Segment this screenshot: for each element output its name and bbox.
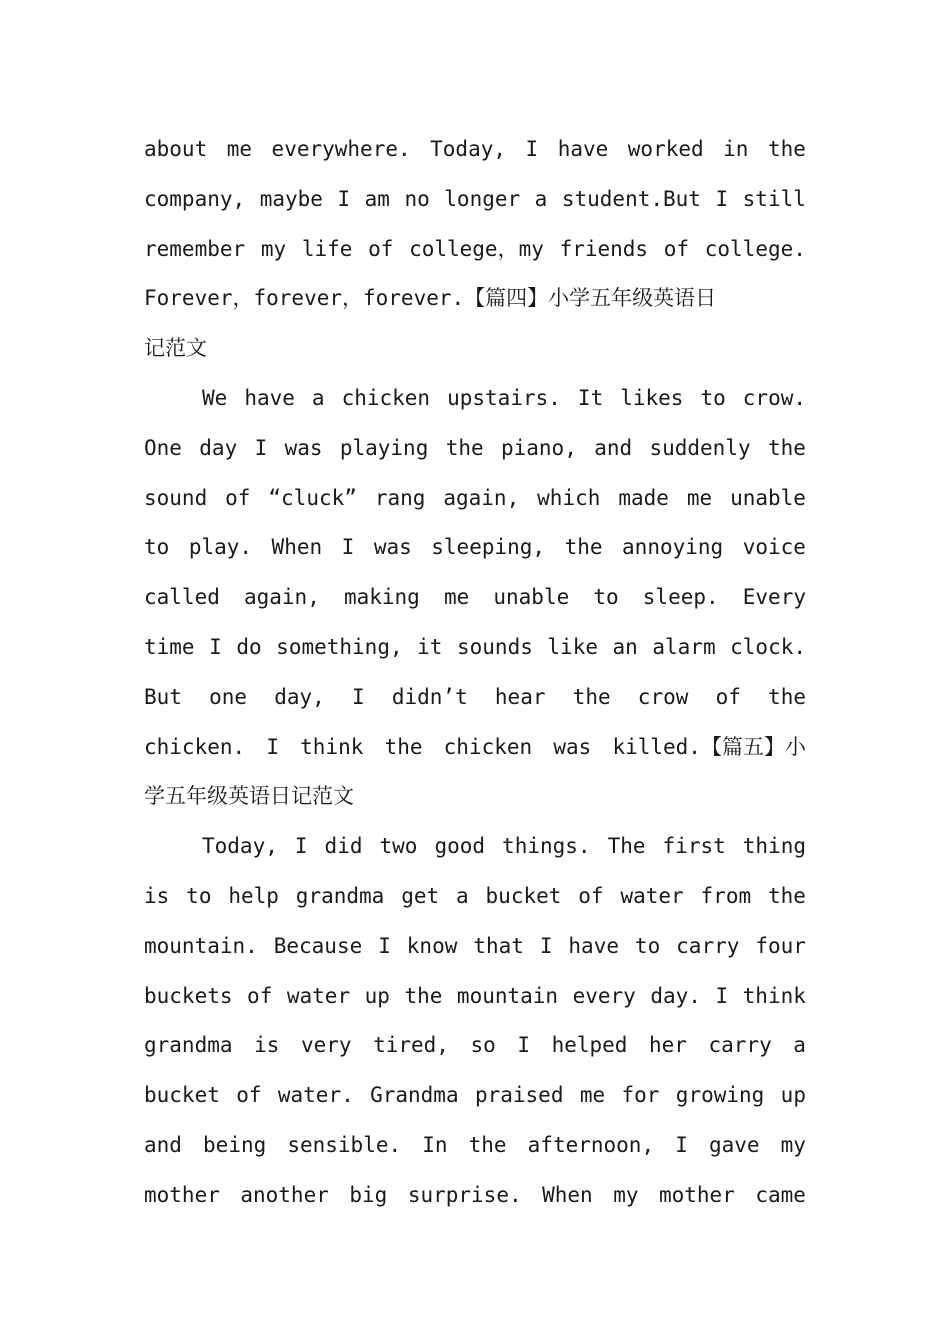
word: In	[422, 1132, 448, 1157]
word: gave	[708, 1132, 760, 1157]
word: the	[767, 137, 806, 161]
word: for	[621, 1083, 660, 1108]
word: which	[537, 485, 601, 510]
word: helped	[551, 1033, 628, 1058]
text-line	[144, 474, 806, 524]
text-line	[144, 972, 806, 1022]
word: rang	[374, 485, 426, 510]
text-line	[144, 922, 806, 972]
document-body	[144, 125, 806, 1221]
text-line	[144, 1171, 806, 1221]
word: Every	[742, 585, 806, 610]
word: good	[434, 834, 486, 859]
word: sleeping,	[431, 535, 546, 560]
word: water	[286, 983, 351, 1008]
word: day.	[650, 983, 701, 1008]
word: bucket	[485, 883, 562, 908]
text-line	[144, 623, 806, 673]
word: I	[517, 1033, 531, 1058]
text-line	[144, 1121, 806, 1171]
text-line	[144, 424, 806, 474]
word: me	[443, 585, 470, 610]
word: growing	[675, 1083, 765, 1108]
word: the	[564, 535, 603, 560]
word: that	[473, 933, 524, 958]
text-line	[144, 225, 806, 275]
word: again,	[443, 485, 520, 510]
word: didn’t	[391, 684, 468, 709]
word: play.	[188, 535, 253, 560]
word: four	[755, 933, 806, 958]
word: likes	[620, 385, 684, 410]
text-line	[144, 1071, 806, 1121]
word: making	[343, 585, 420, 610]
word: to	[593, 585, 619, 610]
word: think	[300, 734, 364, 759]
word: I	[337, 186, 351, 211]
word: mountain.	[144, 933, 258, 958]
word: a	[534, 186, 548, 211]
word: I	[294, 834, 308, 859]
word: day,	[274, 684, 325, 709]
word: life	[301, 236, 353, 261]
word: and	[594, 435, 633, 460]
word: crow.	[742, 385, 806, 410]
word: playing	[339, 435, 429, 460]
word: it	[417, 634, 443, 659]
word: have	[557, 137, 609, 161]
word: grandma	[295, 883, 385, 908]
word: hear	[494, 684, 546, 709]
word: first	[662, 834, 726, 859]
word: I	[378, 933, 391, 958]
word: big	[349, 1182, 388, 1207]
word: When	[542, 1182, 593, 1207]
word: an	[612, 634, 638, 659]
word: time	[144, 634, 195, 659]
word: about	[144, 137, 208, 161]
word: have	[244, 385, 295, 410]
word: was	[373, 535, 412, 560]
word: no	[404, 186, 430, 211]
word: unable	[493, 585, 570, 610]
word: me	[226, 137, 253, 161]
word: in	[723, 137, 749, 161]
word: me	[686, 485, 713, 510]
word: I	[266, 734, 279, 759]
word: am	[364, 186, 390, 211]
word: maybe	[259, 186, 323, 211]
paragraph-first-line	[144, 822, 806, 872]
paragraph-first-line	[144, 374, 806, 424]
word: get	[401, 883, 440, 908]
word: When	[271, 535, 323, 560]
word: of	[663, 236, 690, 261]
word: something,	[276, 634, 403, 659]
word: up	[364, 983, 390, 1008]
word: me	[579, 1083, 606, 1108]
word: company,	[144, 186, 246, 211]
word: up	[780, 1083, 806, 1108]
word: did	[324, 834, 363, 859]
text-line	[144, 523, 806, 573]
word: the	[404, 983, 443, 1008]
word: Forever，forever，forever.【篇四】小学五年级英语日	[144, 286, 717, 311]
word: Because	[273, 933, 363, 958]
word: mountain	[456, 983, 559, 1008]
word: mother	[658, 1182, 735, 1207]
word: piano,	[500, 435, 577, 460]
word: a	[456, 883, 469, 908]
word: thing	[742, 834, 806, 859]
text-line	[144, 723, 806, 773]
word: Grandma	[370, 1083, 459, 1108]
word: of	[368, 236, 394, 261]
text-line	[144, 673, 806, 723]
word: The	[607, 834, 646, 859]
word: do	[236, 634, 262, 659]
word: my	[613, 1182, 639, 1207]
word: chicken.	[144, 734, 246, 759]
word: praised	[474, 1083, 564, 1108]
word: clock.	[730, 634, 806, 659]
word: the	[768, 684, 806, 709]
word: still	[742, 186, 806, 211]
word: of	[715, 684, 741, 709]
word: college.	[704, 236, 806, 261]
text-line	[144, 1021, 806, 1071]
word: to	[700, 385, 726, 410]
word: the	[384, 734, 423, 759]
word: the	[468, 1132, 507, 1157]
word: was	[284, 435, 323, 460]
word: her	[649, 1033, 687, 1058]
word: to	[144, 535, 170, 560]
word: again,	[243, 585, 320, 610]
word: is	[254, 1033, 280, 1058]
word: I	[209, 634, 222, 659]
word: water.	[277, 1083, 354, 1108]
word: upstairs.	[447, 385, 561, 410]
word: suddenly	[649, 435, 751, 460]
word: of	[236, 1083, 262, 1108]
word: of	[247, 983, 273, 1008]
word: help	[228, 883, 279, 908]
word: student.But	[561, 186, 701, 211]
word: sounds	[457, 634, 533, 659]
word: “cluck”	[268, 485, 357, 510]
word: worked	[627, 137, 704, 161]
word: my	[780, 1132, 806, 1157]
word: carry	[708, 1033, 772, 1058]
word: buckets	[144, 983, 233, 1008]
word: a	[793, 1033, 806, 1058]
word: But	[144, 684, 182, 709]
word: one	[209, 684, 248, 709]
word: afternoon,	[527, 1132, 655, 1157]
word: I	[715, 983, 729, 1008]
word: the	[572, 684, 611, 709]
word: surprise.	[407, 1182, 522, 1207]
word: voice	[742, 535, 806, 560]
word: Today,	[202, 834, 278, 859]
word: It	[577, 385, 604, 410]
text-line: 学五年级英语日记范文	[144, 784, 354, 809]
word: the	[767, 435, 806, 460]
word: to	[634, 933, 661, 958]
word: carry	[676, 933, 740, 958]
text-line	[144, 274, 806, 324]
word: made	[618, 485, 669, 510]
word: every	[572, 983, 636, 1008]
text-line	[144, 125, 806, 175]
word: two	[379, 834, 418, 859]
word: sleep.	[642, 585, 719, 610]
word: chicken	[443, 734, 533, 759]
word: know	[406, 933, 458, 958]
word: to	[186, 883, 212, 908]
word: think	[742, 983, 806, 1008]
word: my	[260, 236, 287, 261]
word: bucket	[144, 1083, 220, 1108]
word: killed.【篇五】小	[612, 734, 806, 759]
word: I	[352, 684, 365, 709]
word: longer	[444, 186, 521, 211]
word: sound	[144, 485, 208, 510]
word: water	[620, 883, 684, 908]
word: chicken	[341, 385, 431, 410]
text-line: 记范文	[144, 336, 207, 361]
text-line	[144, 175, 806, 225]
word: the	[445, 435, 484, 460]
word: We	[202, 385, 228, 410]
word: unable	[730, 485, 806, 510]
word: things.	[502, 834, 591, 859]
word: tired,	[373, 1033, 449, 1058]
word: have	[568, 933, 619, 958]
word: called	[144, 585, 220, 610]
word: and	[144, 1132, 182, 1157]
word: being	[203, 1132, 267, 1157]
word: sensible.	[287, 1132, 402, 1157]
word: of	[225, 485, 251, 510]
word: another	[240, 1182, 329, 1207]
word: I	[539, 933, 553, 958]
word: I	[341, 535, 355, 560]
word: is	[144, 883, 170, 908]
word: mother	[144, 1182, 220, 1207]
text-line	[144, 573, 806, 623]
word: came	[755, 1182, 806, 1207]
word: annoying	[622, 535, 724, 560]
word: a	[311, 385, 325, 410]
word: very	[300, 1033, 352, 1058]
word: everywhere.	[271, 137, 411, 161]
word: was	[553, 734, 592, 759]
word: I	[525, 137, 539, 161]
word: alarm	[652, 634, 716, 659]
word: One	[144, 435, 182, 460]
word: grandma	[144, 1033, 233, 1058]
word: from	[700, 883, 752, 908]
word: crow	[637, 684, 689, 709]
word: college，my	[409, 236, 544, 261]
word: of	[578, 883, 604, 908]
word: I	[715, 186, 729, 211]
word: friends	[559, 236, 649, 261]
word: I	[675, 1132, 688, 1157]
word: day	[199, 435, 238, 460]
word: Today,	[430, 137, 506, 161]
word: the	[767, 883, 806, 908]
text-line	[144, 872, 806, 922]
word: like	[547, 634, 598, 659]
word: I	[254, 435, 268, 460]
word: so	[470, 1033, 496, 1058]
word: remember	[144, 236, 246, 261]
